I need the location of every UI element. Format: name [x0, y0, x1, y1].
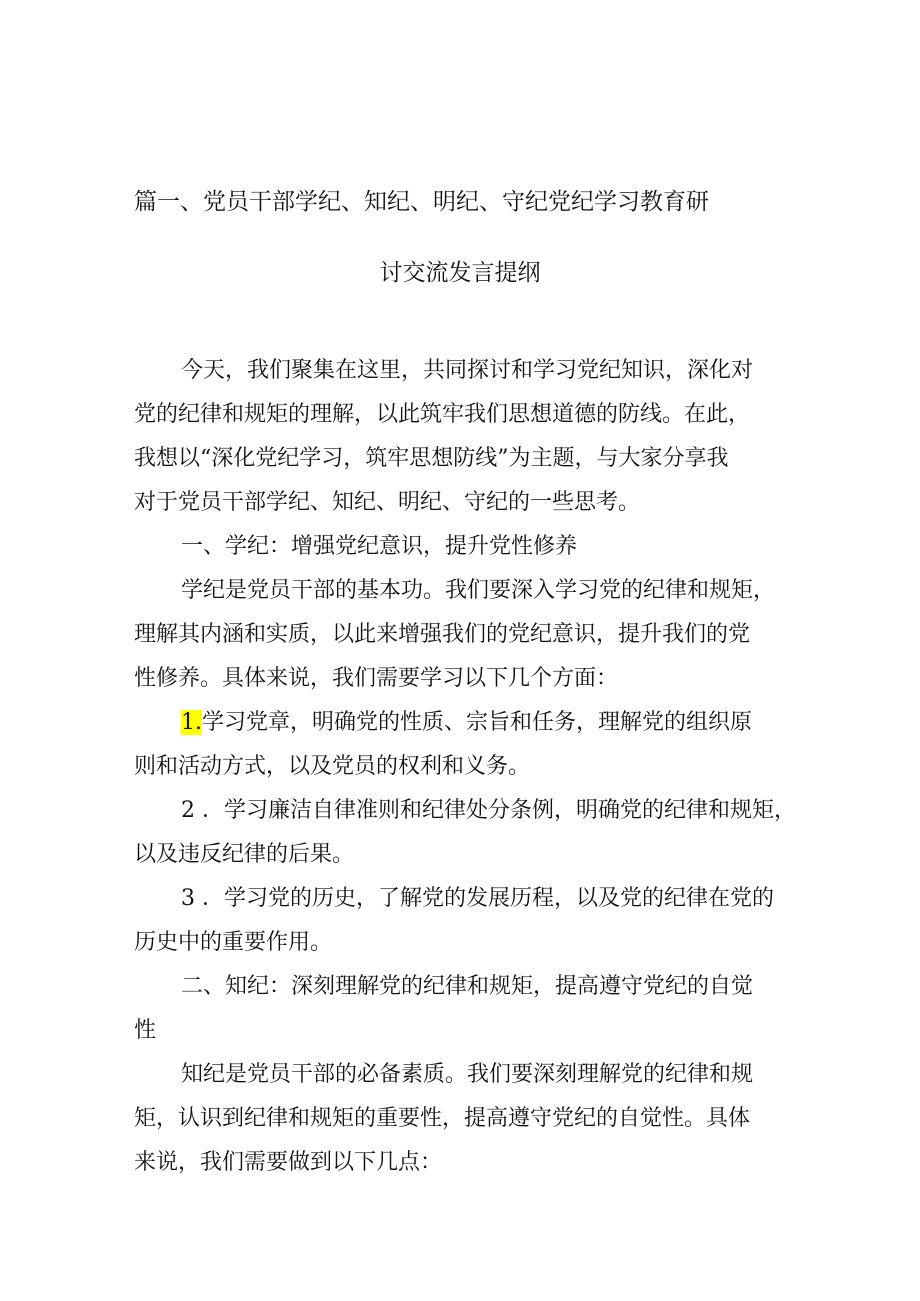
section-2-heading: 性 — [134, 1018, 157, 1043]
list-item-3-line: 历史中的重要作用。 — [134, 930, 333, 955]
section-2-paragraph-line: 来说，我们需要做到以下几点： — [134, 1150, 443, 1175]
document-title-line-2: 讨交流发言提纲 — [379, 260, 541, 286]
section-2-heading: 二、知纪：深刻理解党的纪律和规矩，提高遵守党纪的自觉 — [181, 974, 754, 999]
section-1-paragraph-line: 学纪是党员干部的基本功。我们要深入学习党的纪律和规矩， — [181, 578, 776, 603]
section-2-paragraph-line: 矩，认识到纪律和规矩的重要性，提高遵守党纪的自觉性。具体 — [134, 1106, 751, 1131]
section-1-paragraph-line: 性修养。具体来说，我们需要学习以下几个方面： — [134, 666, 619, 691]
intro-line: 今天，我们聚集在这里，共同探讨和学习党纪知识，深化对 — [181, 358, 754, 383]
list-item-2-line: 2 ．学习廉洁自律准则和纪律处分条例，明确党的纪律和规矩， — [181, 798, 796, 823]
list-item-2-line: 以及违反纪律的后果。 — [134, 842, 355, 867]
section-2-paragraph-line: 知纪是党员干部的必备素质。我们要深刻理解党的纪律和规 — [181, 1062, 754, 1087]
section-1-heading: 一、学纪：增强党纪意识，提升党性修养 — [181, 534, 578, 559]
highlighted-item-number: 1. — [181, 710, 202, 735]
list-item-1-line — [181, 705, 752, 736]
list-item-3-line: 3 ．学习党的历史，了解党的发展历程，以及党的纪律在党的 — [181, 886, 774, 911]
document-title-line-1: 篇一、党员干部学纪、知纪、明纪、守纪党纪学习教育研 — [134, 189, 709, 215]
intro-line: 对于党员干部学纪、知纪、明纪、守纪的一些思考。 — [134, 490, 641, 515]
section-1-paragraph-line: 理解其内涵和实质，以此来增强我们的党纪意识，提升我们的党 — [134, 622, 751, 647]
intro-line: 党的纪律和规矩的理解，以此筑牢我们思想道德的防线。在此， — [134, 402, 751, 427]
list-item-1-line: 则和活动方式，以及党员的权利和义务。 — [134, 754, 531, 779]
intro-line: 我想以“深化党纪学习，筑牢思想防线”为主题，与大家分享我 — [134, 446, 729, 471]
list-item-1-text: 学习党章，明确党的性质、宗旨和任务，理解党的组织原 — [202, 710, 753, 735]
